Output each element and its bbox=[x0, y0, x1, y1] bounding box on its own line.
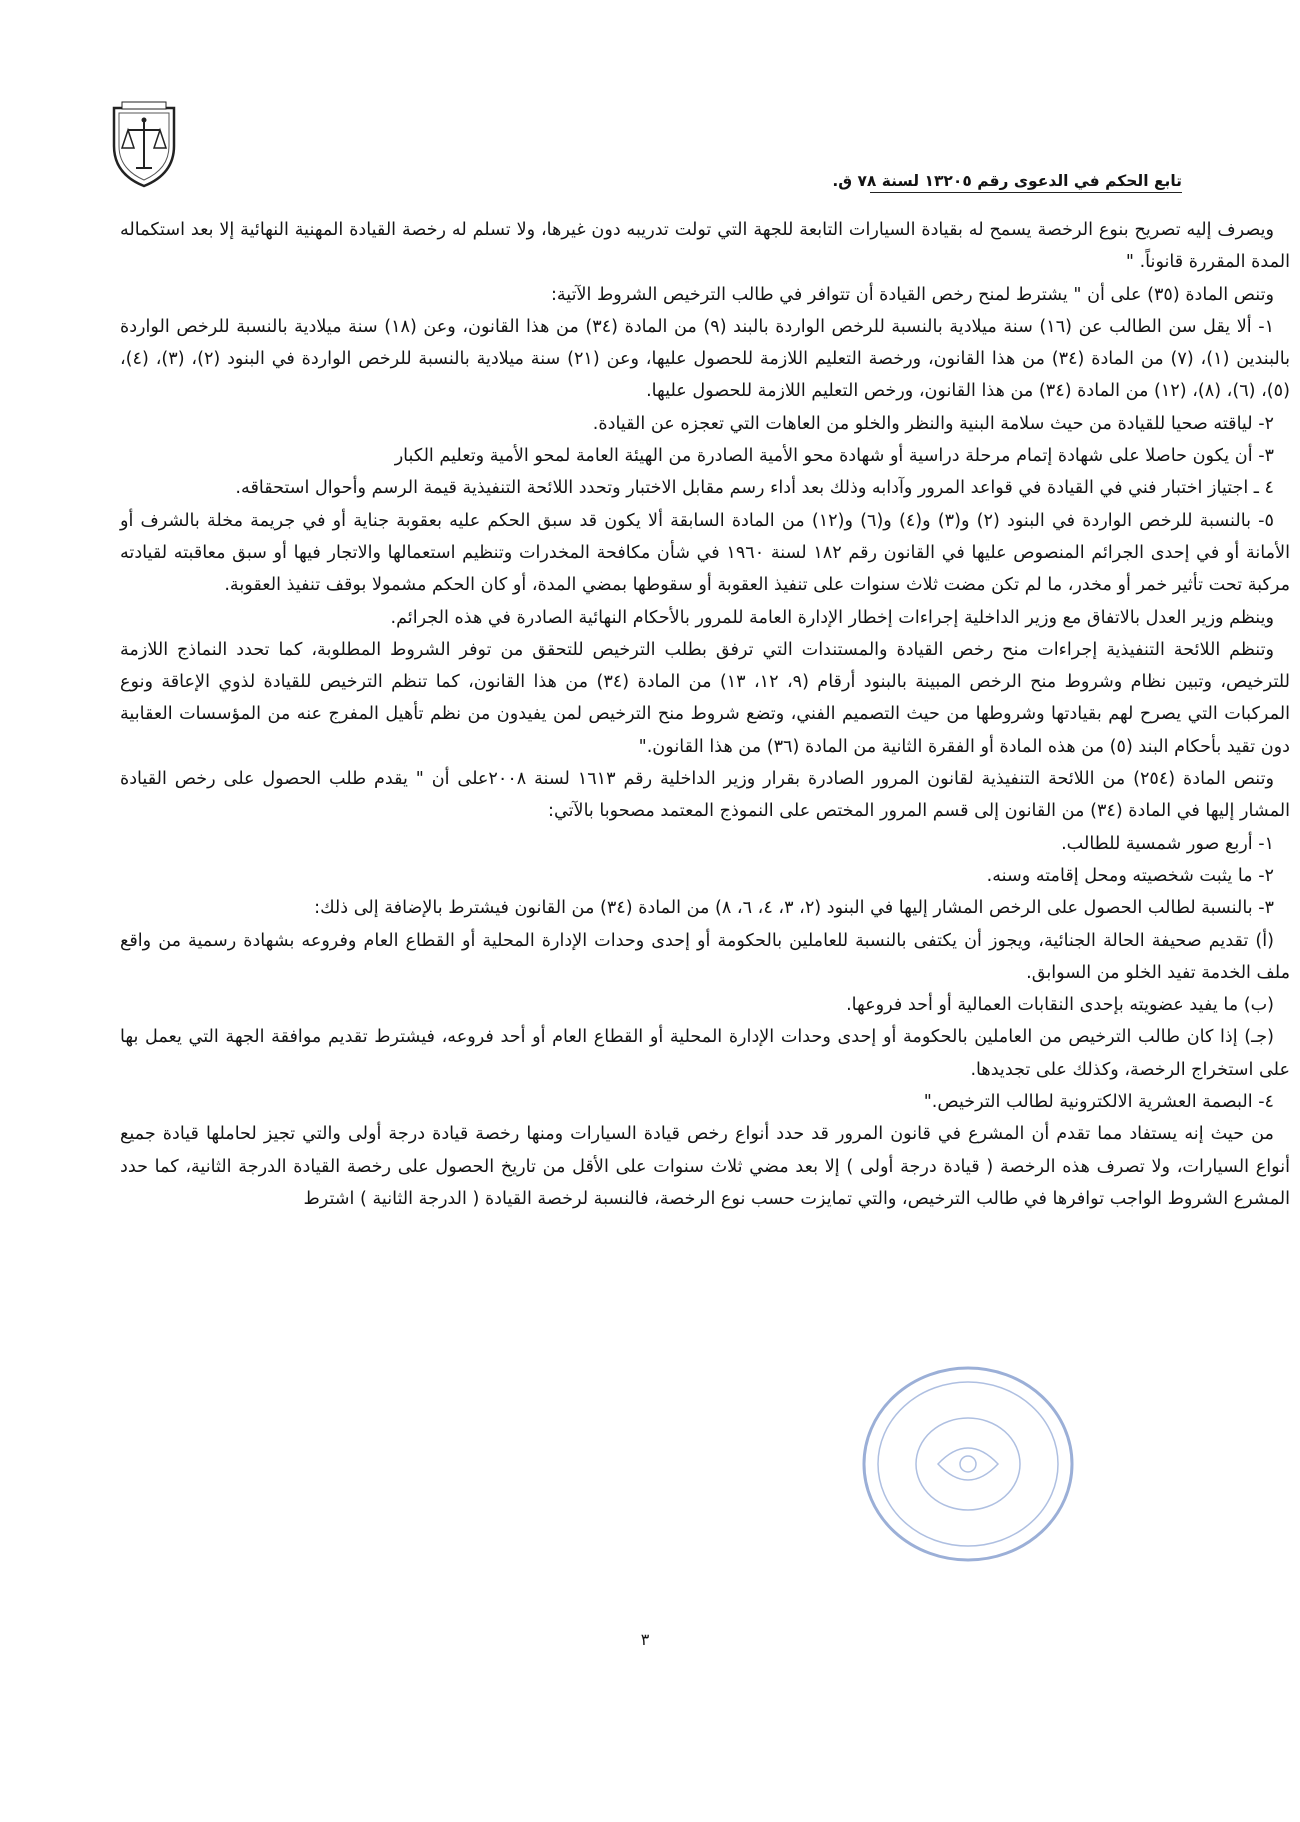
official-seal-stamp-icon bbox=[858, 1362, 1078, 1567]
paragraph: وتنص المادة (٣٥) على أن " يشترط لمنح رخص القيادة أن تتوافر في طالب الترخيص الشروط الآتية: bbox=[550, 284, 1274, 305]
paragraph: من حيث إنه يستفاد مما تقدم أن المشرع في قانون المرور قد حدد أنواع رخص قيادة السيارات ومنها رخصة قيادة درجة أولى والتي تجيز لحاملها قيادة جميع أنواع السيارات، ولا تصرف هذه الرخصة ( قيادة درجة أولى ) إلا بعد مضي ثلاث سنوات على الأقل من تاريخ الحصول على رخصة القيادة الدرجة الثانية، كما حدد المشرع الشروط الواجب توافرها في طالب الترخيص، والتي تمايزت حسب نوع الرخصة، فالنسبة لرخصة القيادة ( الدرجة الثانية ) اشترط bbox=[120, 1124, 1290, 1209]
paragraph: ١- ألا يقل سن الطالب عن (١٦) سنة ميلادية بالنسبة للرخص الواردة بالبند (٩) من المادة (٣٤) من هذا القانون، وعن (١٨) سنة ميلادية بالنسبة للرخص الواردة بالبندين (١)، (٧) من المادة (٣٤) من هذا القانون، ورخصة التعليم اللازمة للحصول عليها، وعن (٢١) سنة ميلادية بالنسبة للرخص الواردة في البنود (٢)، (٣)، (٤)، (٥)، (٦)، (٨)، (١٢) من المادة (٣٤) من هذا القانون، ورخص التعليم اللازمة للحصول عليها. bbox=[120, 316, 1291, 402]
paragraph: ٤ ـ اجتياز اختبار فني في القيادة في قواعد المرور وآدابه وذلك بعد أداء رسم مقابل الاختبار وتحدد اللائحة التنفيذية قيمة الرسم وأحوال استحقاقه. bbox=[235, 478, 1274, 499]
paragraph: ٢- لياقته صحيا للقيادة من حيث سلامة البنية والنظر والخلو من العاهات التي تعجزه عن القيادة. bbox=[592, 413, 1274, 434]
paragraph: (جـ) إذا كان طالب الترخيص من العاملين بالحكومة أو إحدى وحدات الإدارة المحلية أو القطاع العام أو أحد فروعه، فيشترط تقديم موافقة الجهة التي يعمل بها على استخراج الرخصة، وكذلك على تجديدها. bbox=[120, 1027, 1290, 1080]
paragraph: ويصرف إليه تصريح بنوع الرخصة يسمح له بقيادة السيارات التابعة للجهة التي تولت تدريبه دون غيرها، ولا تسلم له رخصة القيادة المهنية النهائية إلا بعد استكماله المدة المقررة قانوناً. " bbox=[120, 220, 1290, 273]
paragraph: ٢- ما يثبت شخصيته ومحل إقامته وسنه. bbox=[986, 865, 1274, 886]
paragraph: ٣- أن يكون حاصلا على شهادة إتمام مرحلة دراسية أو شهادة محو الأمية الصادرة من الهيئة العامة لمحو الأمية وتعليم الكبار bbox=[394, 446, 1274, 467]
paragraph: ٤- البصمة العشرية الالكترونية لطالب الترخيص." bbox=[923, 1092, 1274, 1113]
judgment-body-text bbox=[120, 214, 1290, 1215]
paragraph: (أ) تقديم صحيفة الحالة الجنائية، ويجوز أن يكتفى بالنسبة للعاملين بالحكومة أو إحدى وحدات الإدارة المحلية أو القطاع العام وفروعه بشهادة رسمية من واقع ملف الخدمة تفيد الخلو من السوابق. bbox=[120, 930, 1290, 983]
paragraph: ١- أربع صور شمسية للطالب. bbox=[1061, 833, 1274, 854]
paragraph: ٥- بالنسبة للرخص الواردة في البنود (٢) و(٣) و(٤) و(٦) و(١٢) من المادة السابقة ألا يكون قد سبق الحكم عليه بعقوبة جناية أو في جريمة مخلة بالشرف أو الأمانة أو في إحدى الجرائم المنصوص عليها في القانون رقم ١٨٢ لسنة ١٩٦٠ في شأن مكافحة المخدرات وتنظيم استعمالها والاتجار فيها أو سبق معاقبته لقيادته مركبة تحت تأثير خمر أو مخدر، ما لم تكن مضت ثلاث سنوات على تنفيذ العقوبة أو سقوطها بمضي المدة، أو كان الحكم مشمولا بوقف تنفيذ العقوبة. bbox=[120, 510, 1290, 596]
paragraph: (ب) ما يفيد عضويته بإحدى النقابات العمالية أو أحد فروعها. bbox=[846, 995, 1274, 1016]
paragraph: وتنظم اللائحة التنفيذية إجراءات منح رخص القيادة والمستندات التي ترفق بطلب الترخيص للتحقق من توفر الشروط المطلوبة، كما تحدد النماذج اللازمة للترخيص، وتبين نظام وشروط منح الرخص المبينة بالبنود أرقام (٩، ١٢، ١٣) من المادة (٣٤) من هذا القانون، كما تنظم الترخيص للقيادة لذوي الإعاقة ونوع المركبات التي يصرح لهم بقيادتها وشروطها من حيث التصميم الفني، وتضع شروط منح الترخيص لمن يفيدون من نظم تأهيل المفرج عنه من المؤسسات العقابية دون تقيد بأحكام البند (٥) من هذه المادة أو الفقرة الثانية من المادة (٣٦) من هذا القانون." bbox=[120, 639, 1290, 757]
paragraph: وينظم وزير العدل بالاتفاق مع وزير الداخلية إجراءات إخطار الإدارة العامة للمرور بالأحكام النهائية الصادرة في هذه الجرائم. bbox=[390, 607, 1274, 628]
paragraph: وتنص المادة (٢٥٤) من اللائحة التنفيذية لقانون المرور الصادرة بقرار وزير الداخلية رقم ١٦١٣ لسنة ٢٠٠٨على أن " يقدم طلب الحصول على رخص القيادة المشار إليها في المادة (٣٤) من القانون إلى قسم المرور المختص على النموذج المعتمد مصحوبا بالآتي: bbox=[120, 769, 1290, 822]
case-reference-header: تابع الحكم في الدعوى رقم ١٣٢٠٥ لسنة ٧٨ ق. bbox=[870, 172, 1182, 193]
paragraph: ٣- بالنسبة لطالب الحصول على الرخص المشار إليها في البنود (٢، ٣، ٤، ٦، ٨) من المادة (٣٤) من القانون فيشترط بالإضافة إلى ذلك: bbox=[314, 898, 1274, 919]
court-emblem-icon bbox=[108, 98, 180, 190]
page-number: ٣ bbox=[640, 1630, 650, 1649]
